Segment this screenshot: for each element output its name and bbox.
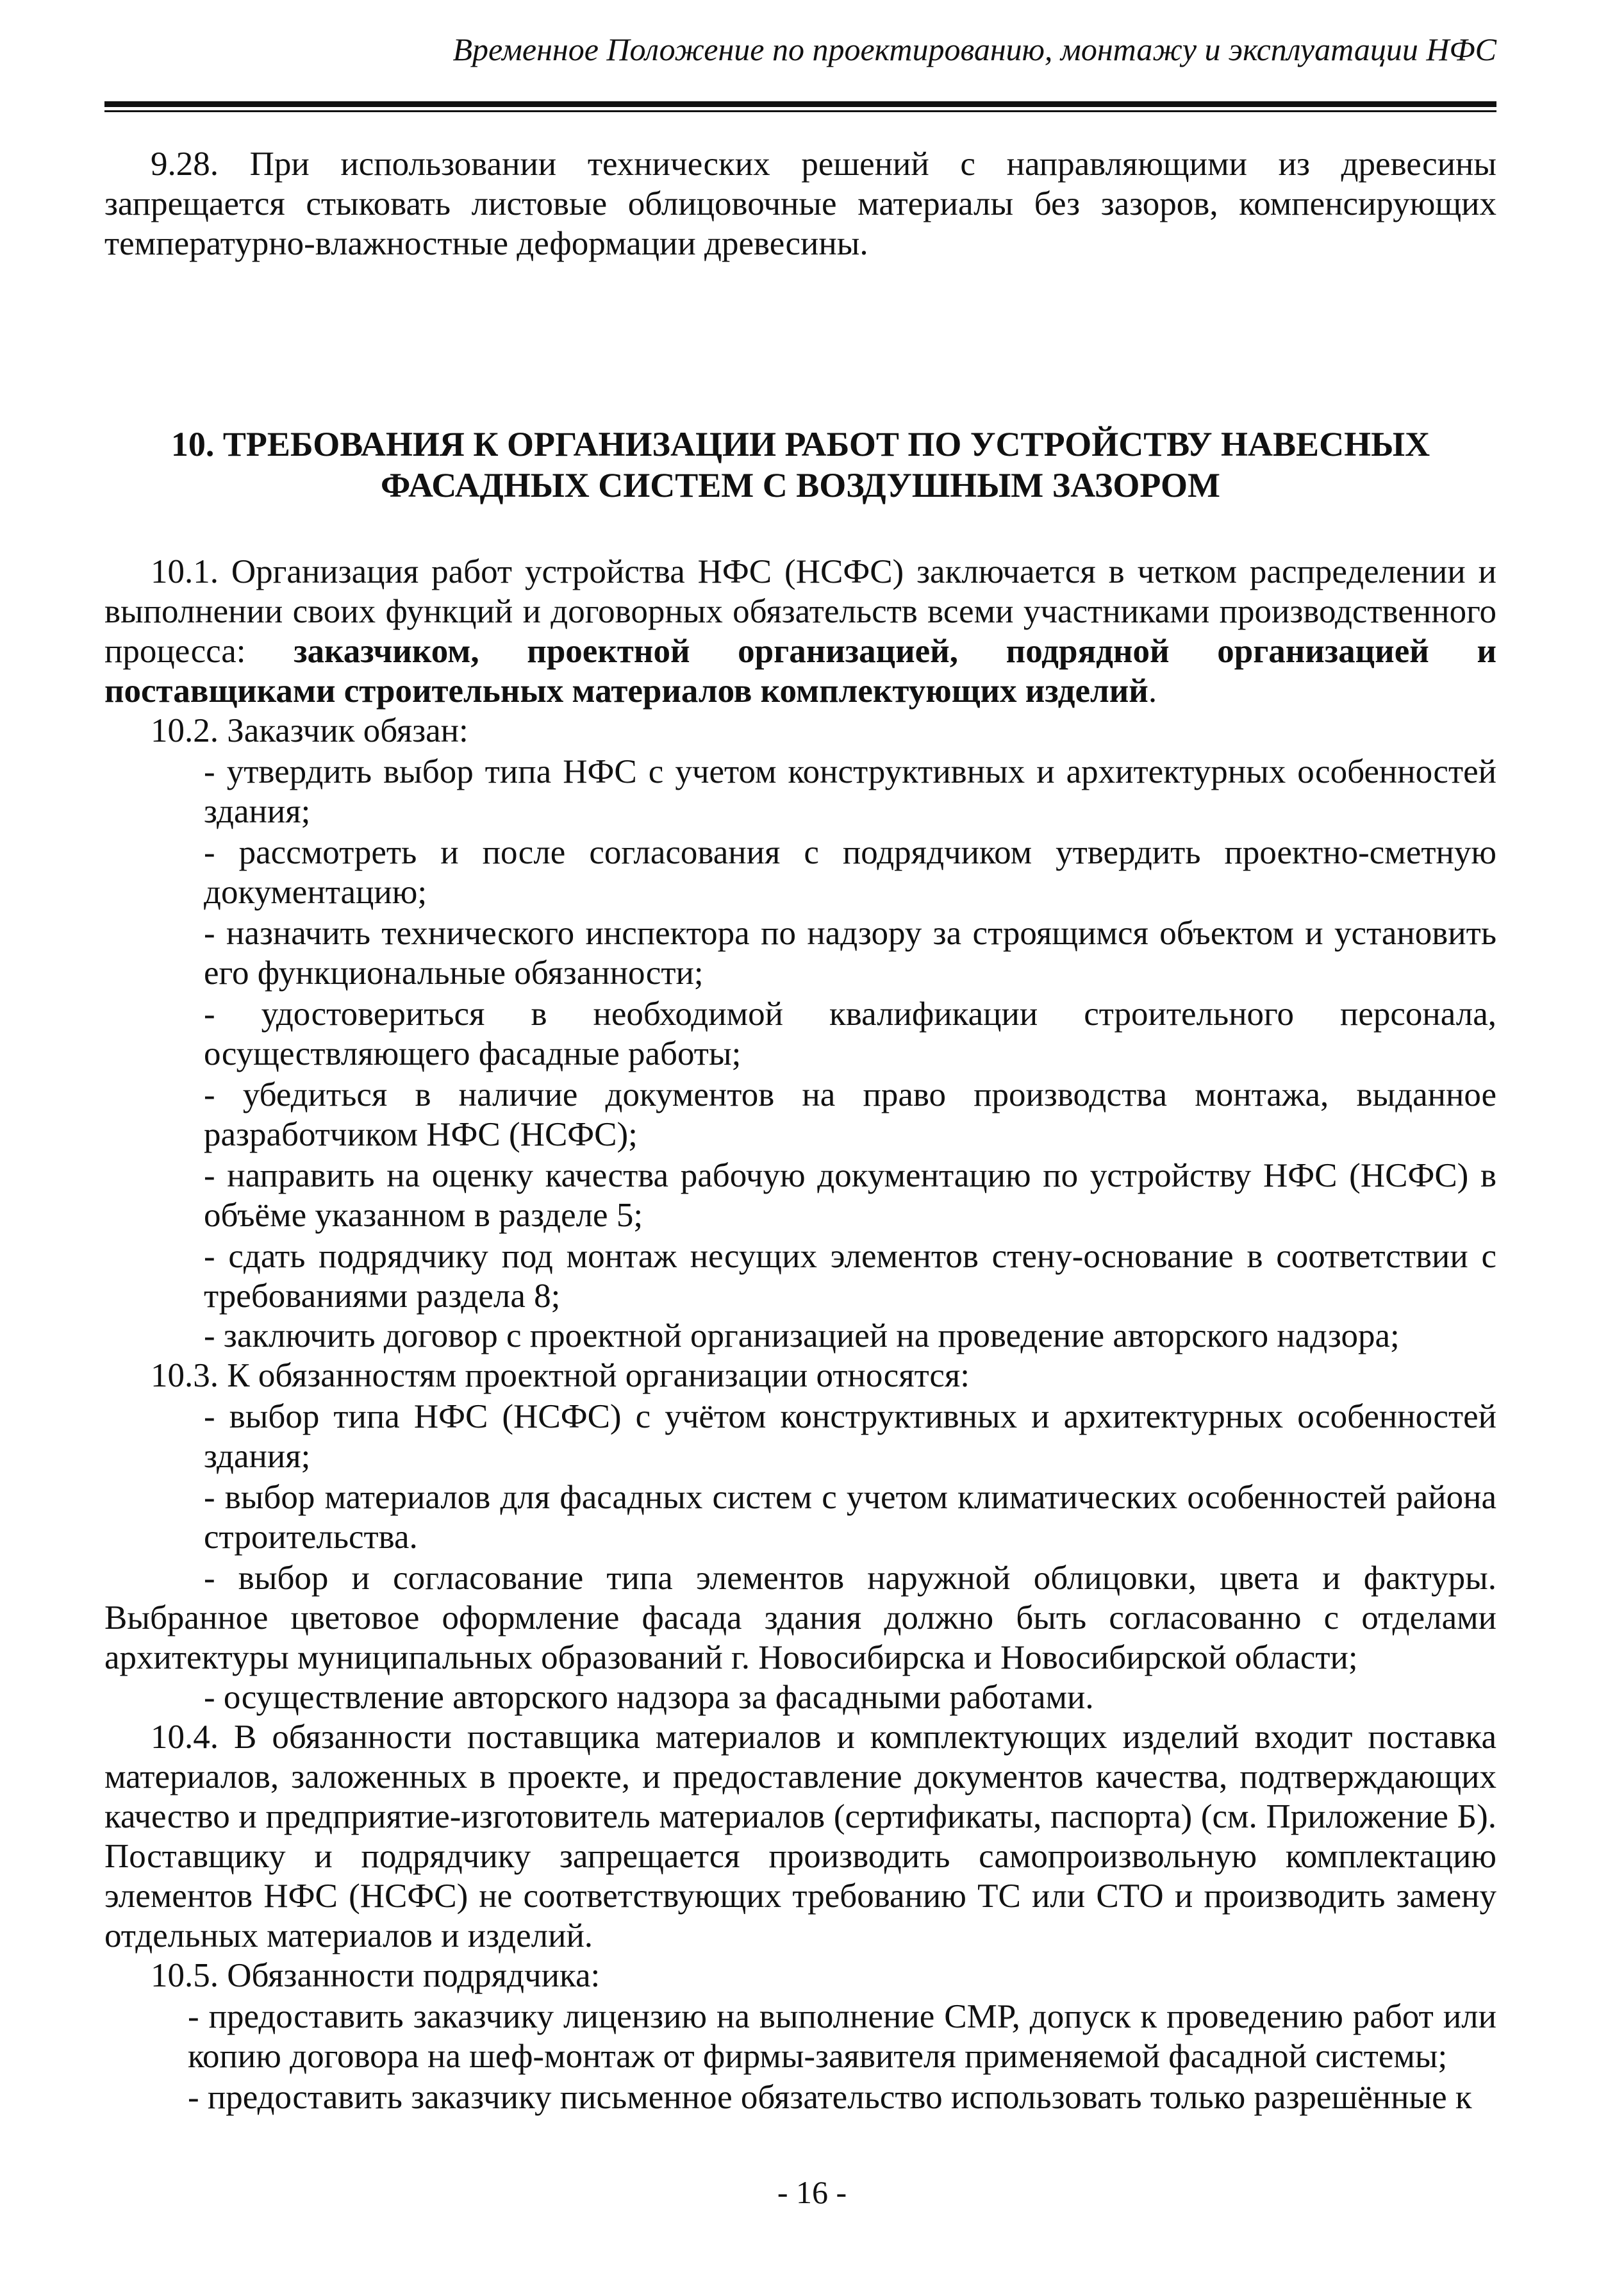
page-number: - 16 - — [777, 2174, 847, 2210]
header-rule-thick — [104, 101, 1496, 107]
list-item: - сдать подрядчику под монтаж несущих элементов стену-основание в соответствии с требованиями раздела 8; — [204, 1238, 1496, 1315]
list-item: - утвердить выбор типа НФС с учетом конструктивных и архитектурных особенностей здания; — [204, 753, 1496, 830]
paragraph-9-28: 9.28. При использовании технических решений с направляющими из древесины запрещается стыковать листовые облицовочные материалы без зазоров, компенсирующих температурно-влажностные деформации древесины. — [104, 146, 1496, 262]
list-item: - удостовериться в необходимой квалификации строительного персонала, осуществляющего фасадные работы; — [204, 995, 1496, 1072]
list-item: - убедиться в наличие документов на право производства монтажа, выданное разработчиком НФС (НСФС); — [204, 1076, 1496, 1153]
paragraph-10-1-bold: заказчиком, проектной организацией, подрядной организацией и поставщиками строительных материалов комплектующих изделий — [104, 633, 1497, 710]
section-title-line-2: ФАСАДНЫХ СИСТЕМ С ВОЗДУШНЫМ ЗАЗОРОМ — [380, 466, 1221, 504]
paragraph-10-3-lead: 10.3. К обязанностям проектной организации относятся: — [151, 1357, 970, 1394]
list-item: - выбор и согласование типа элементов наружной облицовки, цвета и фактуры. Выбранное цветовое оформление фасада здания должно быть согласованно с отделами архитектуры муниципальных образований г. Новосибирска и Новосибирской области; — [104, 1560, 1496, 1676]
paragraph-10-2-lead: 10.2. Заказчик обязан: — [151, 712, 468, 749]
list-item: - заключить договор с проектной организацией на проведение авторского надзора; — [204, 1317, 1400, 1354]
running-header: Временное Положение по проектированию, монтажу и эксплуатации НФС — [452, 31, 1496, 67]
list-item: - предоставить заказчику письменное обязательство использовать только разрешённые к — [188, 2079, 1472, 2116]
list-item: - предоставить заказчику лицензию на выполнение СМР, допуск к проведению работ или копию договора на шеф-монтаж от фирмы-заявителя применяемой фасадной системы; — [188, 1998, 1496, 2075]
paragraph-10-4: 10.4. В обязанности поставщика материалов и комплектующих изделий входит поставка материалов, заложенных в проекте, и предоставление документов качества, подтверждающих качество и предприятие-изготовитель материалов (сертификаты, паспорта) (см. Приложение Б). Поставщику и подрядчику запрещается производить самопроизвольную комплектацию элементов НФС (НСФС) не соответствующих требованию ТС или СТО и производить замену отдельных материалов и изделий. — [104, 1719, 1496, 1954]
list-item: - выбор типа НФС (НСФС) с учётом конструктивных и архитектурных особенностей здания; — [204, 1398, 1496, 1475]
header-rule-thin — [104, 110, 1496, 112]
paragraph-10-1 — [104, 552, 1496, 711]
list-item: - назначить технического инспектора по надзору за строящимся объектом и установить его функциональные обязанности; — [204, 915, 1496, 992]
list-item: - рассмотреть и после согласования с подрядчиком утвердить проектно-сметную документацию; — [204, 834, 1496, 911]
paragraph-10-1-text: 10.1. Организация работ устройства НФС (НСФС) заключается в четком распределении и выполнении своих функций и договорных обязательств всеми участниками производственного процесса: — [104, 553, 1496, 670]
list-item: - направить на оценку качества рабочую документацию по устройству НФС (НСФС) в объёме указанном в разделе 5; — [204, 1157, 1496, 1234]
paragraph-10-5-lead: 10.5. Обязанности подрядчика: — [151, 1957, 601, 1994]
list-item: - выбор материалов для фасадных систем с учетом климатических особенностей района строительства. — [204, 1479, 1496, 1556]
page-body — [104, 144, 1496, 2117]
section-title-line-1: 10. ТРЕБОВАНИЯ К ОРГАНИЗАЦИИ РАБОТ ПО УСТРОЙСТВУ НАВЕСНЫХ — [170, 425, 1430, 463]
section-10-title — [104, 424, 1496, 506]
list-item: - осуществление авторского надзора за фасадными работами. — [204, 1679, 1094, 1716]
paragraph-10-1-end: . — [1148, 672, 1157, 710]
